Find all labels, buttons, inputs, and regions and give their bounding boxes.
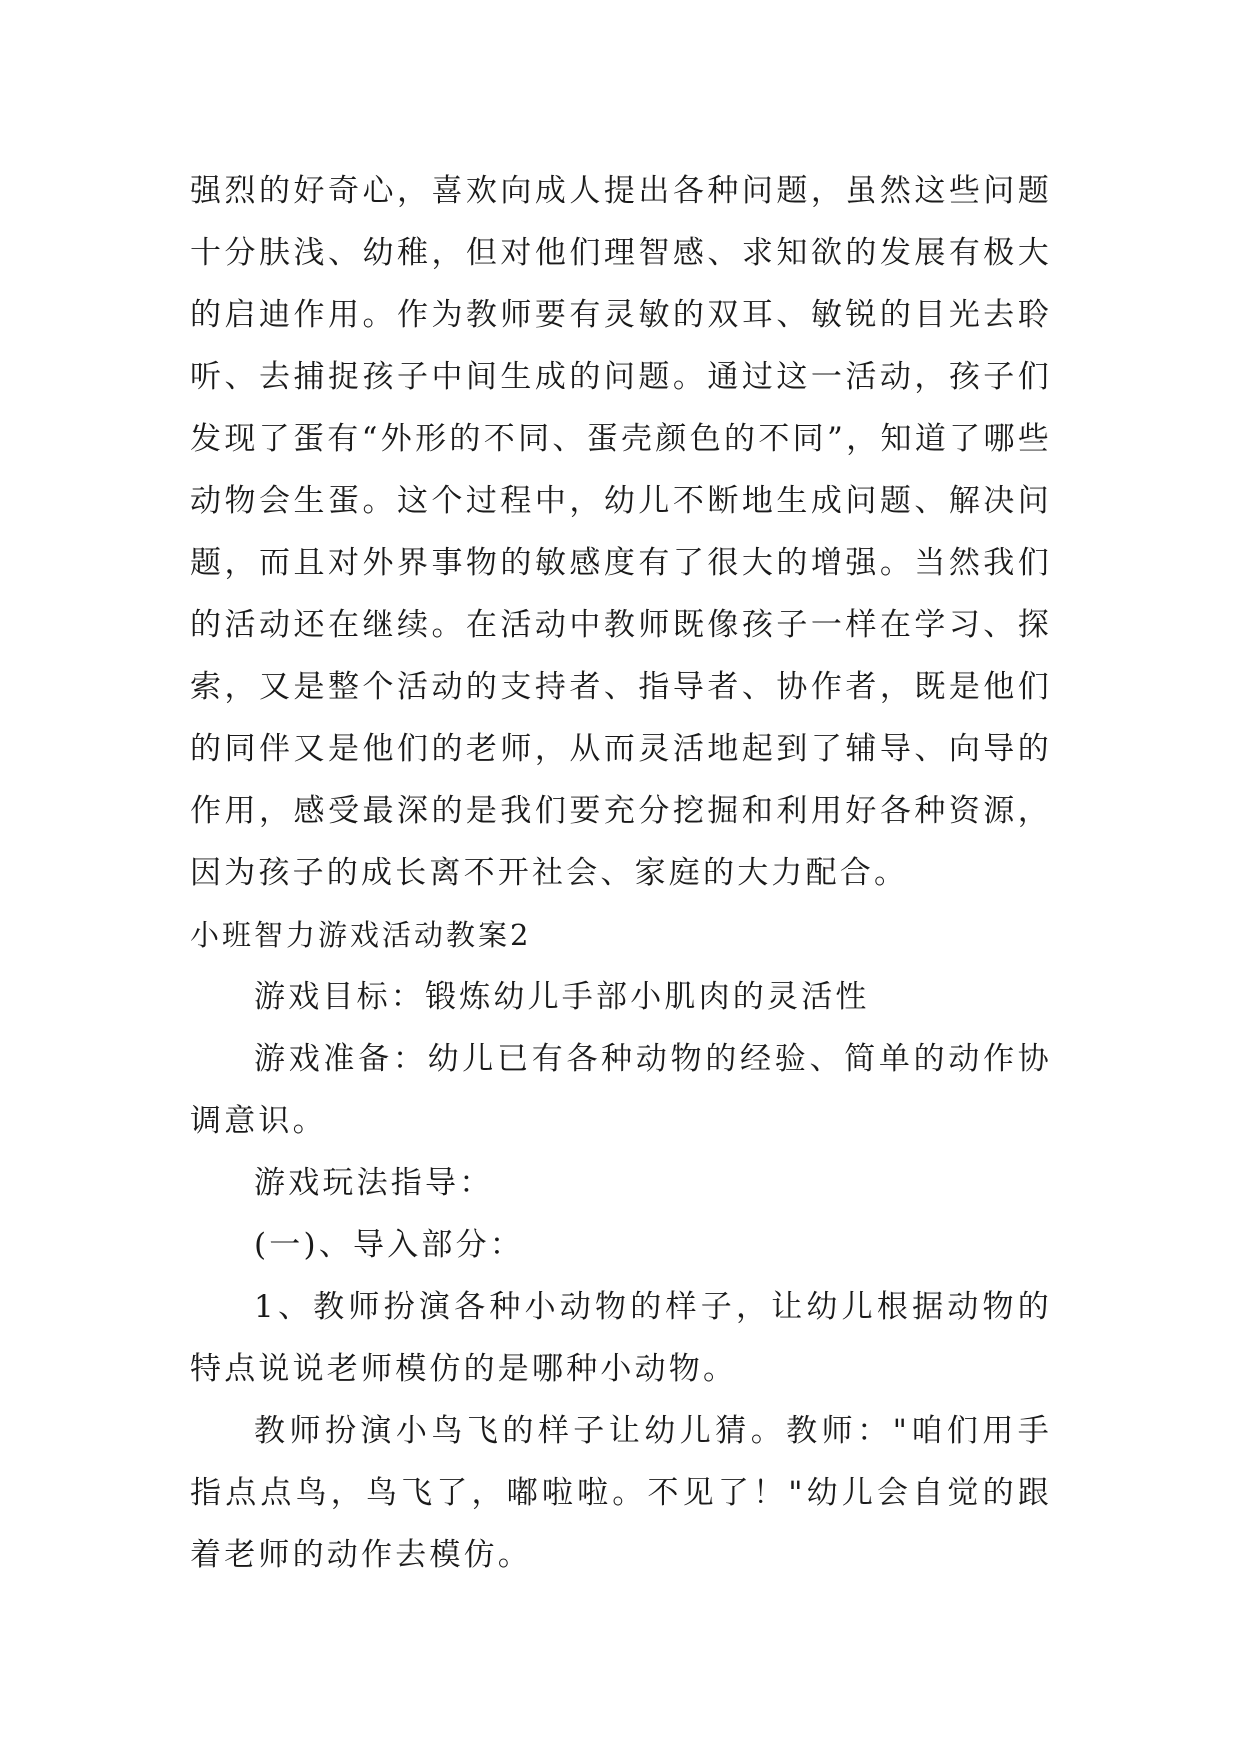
paragraph-intro-heading: (一)、导入部分： <box>254 1227 524 1263</box>
paragraph-bird-demo: 教师扮演小鸟飞的样子让幼儿猜。教师："咱们用手指点点鸟，鸟飞了，嘟啦啦。不见了！"幼儿会自觉的跟着老师的动作去模仿。 <box>190 1413 1052 1573</box>
paragraph-game-goal: 游戏目标：锻炼幼儿手部小肌肉的灵活性 <box>254 979 870 1015</box>
document-page <box>190 160 1052 1586</box>
continuation-paragraph: 强烈的好奇心，喜欢向成人提出各种问题，虽然这些问题十分肤浅、幼稚，但对他们理智感、求知欲的发展有极大的启迪作用。作为教师要有灵敏的双耳、敏锐的目光去聆听、去捕捉孩子中间生成的问题。通过这一活动，孩子们发现了蛋有“外形的不同、蛋壳颜色的不同”，知道了哪些动物会生蛋。这个过程中，幼儿不断地生成问题、解决问题，而且对外界事物的敏感度有了很大的增强。当然我们的活动还在继续。在活动中教师既像孩子一样在学习、探索，又是整个活动的支持者、指导者、协作者，既是他们的同伴又是他们的老师，从而灵活地起到了辅导、向导的作用，感受最深的是我们要充分挖掘和利用好各种资源，因为孩子的成长离不开社会、家庭的大力配合。 <box>190 173 1052 891</box>
paragraph-game-preparation: 游戏准备：幼儿已有各种动物的经验、简单的动作协调意识。 <box>190 1041 1052 1139</box>
paragraph-step-1: 1、教师扮演各种小动物的样子，让幼儿根据动物的特点说说老师模仿的是哪种小动物。 <box>190 1289 1052 1387</box>
section-title: 小班智力游戏活动教案2 <box>190 918 532 952</box>
paragraph-game-guide-heading: 游戏玩法指导： <box>254 1165 494 1201</box>
